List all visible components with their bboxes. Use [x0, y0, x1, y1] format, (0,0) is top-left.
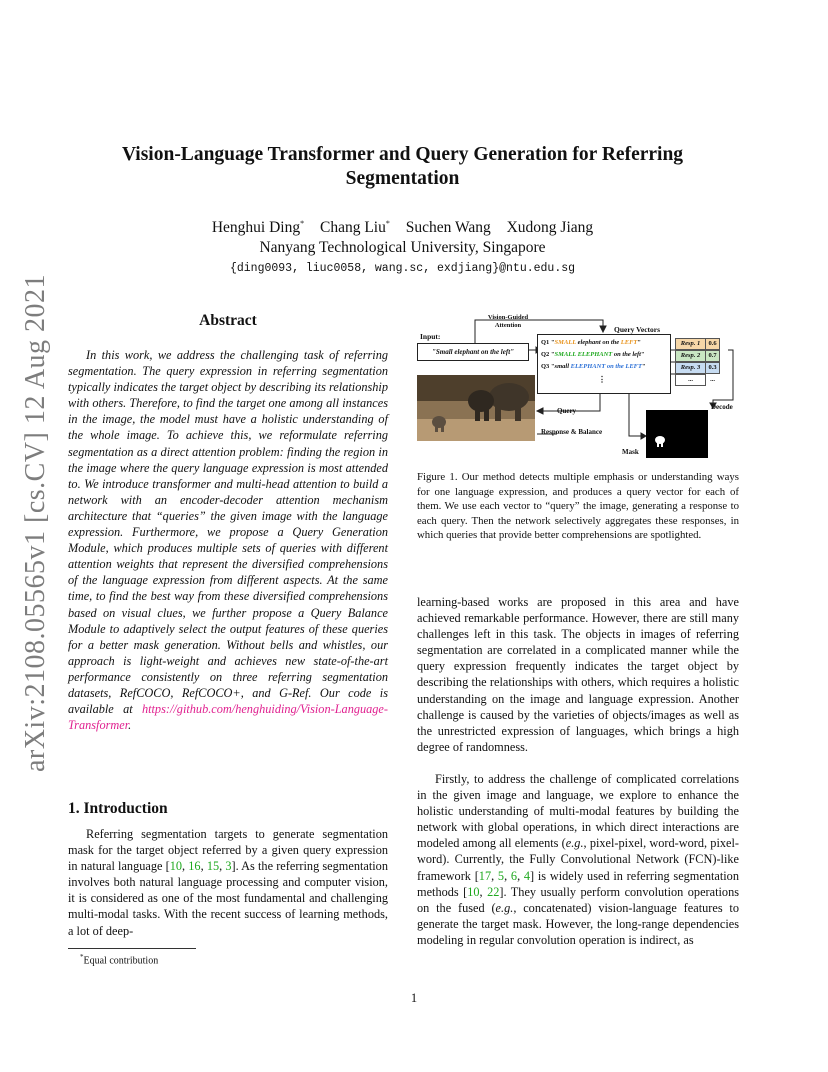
citation-link[interactable]: 15 [206, 859, 220, 874]
author-emails: {ding0093, liuc0058, wang.sc, exdjiang}@ntu.edu.sg [229, 262, 576, 275]
title-line-2: Segmentation [345, 168, 460, 189]
score-3: 0.3 [705, 362, 720, 374]
score-more: ... [710, 376, 715, 383]
footnote: *Equal contribution [80, 953, 159, 967]
query-more: ⋮ [598, 375, 606, 384]
response-more: ... [675, 374, 706, 386]
score-2: 0.7 [705, 350, 720, 362]
author: Suchen Wang [405, 219, 491, 237]
citation-link[interactable]: 4 [523, 868, 531, 883]
right-paragraph-1: learning-based works are proposed in this area and have achieved remarkable performance. However, there are still many challenges left in this task. The objects in images of referring segmentation are correlated in a complicated manner while the query expression frequently indicates the target object by describing the relationships with others, which requires a holistic understanding on the image and language expression. Another challenge is caused by the varieties of objects/images as well as the unrestricted expression of languages, which brings a high degree of randomness. [417, 595, 739, 754]
input-label: Input: [420, 332, 441, 341]
page-number: 1 [410, 991, 418, 1005]
response-3: Resp. 3 [675, 362, 706, 374]
query-line-2: Q2 "SMALL ELEPHANT on the left" [541, 351, 645, 358]
author: Chang Liu* [319, 219, 390, 237]
section-heading-introduction: 1. Introduction [68, 800, 168, 817]
response-balance-label: Response & Balance [541, 428, 603, 436]
right-paragraph-2: Firstly, to address the challenge of complicated correlations in the given image and language, we explore to enhance the holistic understanding of multi-modal features by building the network with global operations, in which direct interactions are modeled among all elements (e.g., pixel-pixel, word-word, pixel-word). Currently, the Fully Convolutional Network (FCN)-like framework [17, 5, 6, 4] is widely used in referring segmentation methods [10, 22]. They usually perform convolution operations on the fused (e.g., concatenated) vision-language features to generate the target mask. However, the long-range dependencies modeling in regular convolution operation is indirect, as [417, 772, 739, 947]
score-1: 0.6 [705, 338, 720, 350]
decode-label: Decode [711, 403, 733, 411]
elephant-photo [417, 375, 535, 441]
query-arrow-label: Query [557, 407, 577, 415]
query-line-3: Q3 "small ELEPHANT on the LEFT" [541, 363, 646, 370]
query-line-1: Q1 "SMALL elephant on the LEFT" [541, 339, 642, 346]
citation-link[interactable]: 10 [467, 884, 480, 899]
paper-title [80, 143, 725, 191]
query-vectors-box [537, 334, 671, 394]
author-list [80, 219, 725, 237]
response-1: Resp. 1 [675, 338, 706, 350]
vision-guided-attention-label: Vision-Guided Attention [487, 314, 529, 329]
affiliation: Nanyang Technological University, Singapore [259, 239, 546, 256]
title-line-1: Vision-Language Transformer and Query Generation for Referring [121, 144, 684, 165]
arxiv-identifier-text: arXiv:2108.05565v1 [cs.CV] 12 Aug 2021 [20, 273, 51, 772]
figure-1 [417, 312, 739, 462]
intro-paragraph: Referring segmentation targets to generate segmentation mask for the target object referred by a given query expression in natural language [10, 16, 15, 3]. As the referring segmentation involves both natural language processing and computer vision, it is considered as one of the most fundamental and challenging multi-modal tasks. With the recent success of learning methods, a lot of deep- [68, 827, 388, 938]
citation-link[interactable]: 17 [478, 868, 492, 883]
citation-link[interactable]: 5 [497, 868, 505, 883]
footnote-rule [68, 948, 196, 949]
citation-link[interactable]: 16 [188, 859, 201, 874]
arxiv-identifier [19, 273, 53, 772]
code-link[interactable]: https://github.com/henghuiding/Vision-Language-Transformer [68, 702, 388, 733]
citation-link[interactable]: 3 [225, 859, 232, 874]
abstract-body: In this work, we address the challenging task of referring segmentation. The query expression in referring segmentation typically indicates the target object by describing its relationship with others. Therefore, to find the target one among all instances in the image, the model must have a holistic understanding of the whole image. To achieve this, we reformulate referring segmentation as a direct attention problem: finding the region in the image where the query language expression is most attended to. We introduce transformer and multi-head attention to build a network with an encoder-decoder attention mechanism architecture that “queries” the given image with the language expression. Furthermore, we propose a Query Generation Module, which produces multiple sets of queries with different attention weights that represent the diversified comprehensions of the language expression from different aspects. At the same time, to find the best way from these diversified comprehensions based on visual clues, we further propose a Query Balance Module to adaptively select the output features of these queries for a better mask generation. Without bells and whistles, our approach is light-weight and achieves new state-of-the-art performance consistently on three referring segmentation datasets, RefCOCO, RefCOCO+, and G-Ref. Our code is available at https://github.com/henghuiding/Vision-Language-Transformer. [68, 348, 388, 733]
abstract-heading: Abstract [199, 312, 257, 329]
query-vectors-label: Query Vectors [614, 325, 661, 334]
author: Henghui Ding* [211, 219, 305, 237]
mask-output [646, 410, 708, 458]
figure-1-caption: Figure 1. Our method detects multiple emphasis or understanding ways for one language expression, and produces a query vector for each of them. We use each vector to “query” the image, generating a response to each query. Then the network selectively aggregates these responses, in which queries that provide better comprehensions are spotlighted. [417, 471, 739, 542]
author: Xudong Jiang [506, 219, 594, 237]
response-2: Resp. 2 [675, 350, 706, 362]
mask-label: Mask [622, 448, 639, 456]
citation-link[interactable]: 6 [510, 868, 518, 883]
citation-link[interactable]: 10 [169, 859, 183, 874]
citation-link[interactable]: 22 [487, 884, 500, 899]
input-expression-box: "Small elephant on the left" [417, 343, 529, 361]
